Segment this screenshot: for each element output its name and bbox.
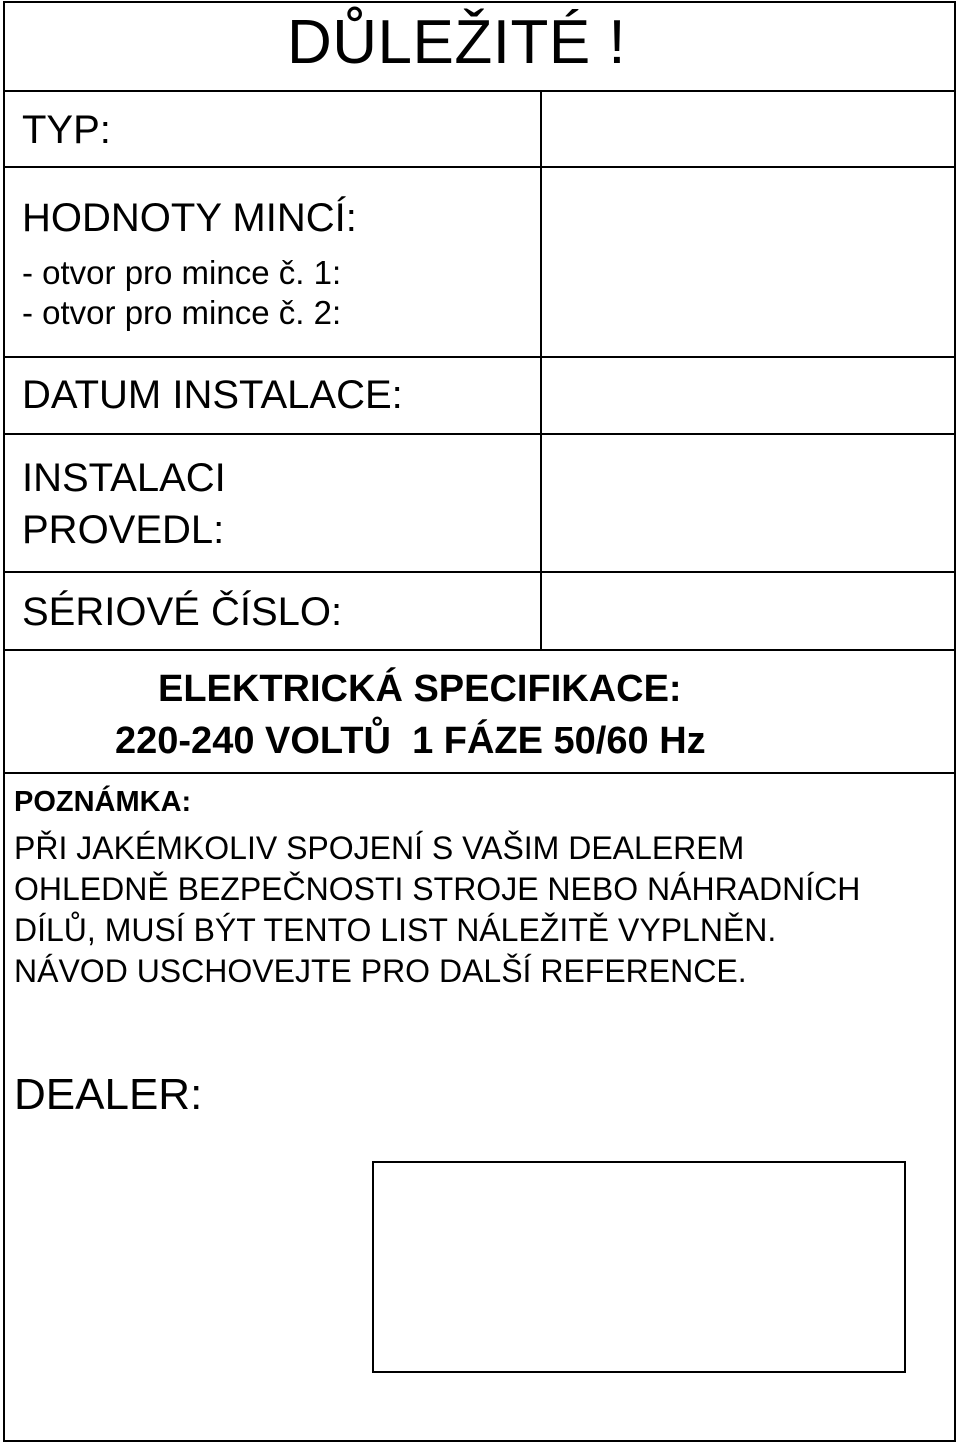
note-line: OHLEDNĚ BEZPEČNOSTI STROJE NEBO NÁHRADNÍCH xyxy=(14,871,861,907)
coin-slot-2-label: - otvor pro mince č. 2: xyxy=(22,294,342,331)
coin-values-label: HODNOTY MINCÍ: xyxy=(22,196,357,240)
serial-number-label: SÉRIOVÉ ČÍSLO: xyxy=(22,590,343,634)
divider-title xyxy=(3,90,956,92)
divider-type xyxy=(3,166,956,168)
installed-by-label-line1: INSTALACI xyxy=(22,456,226,500)
electrical-spec-heading: ELEKTRICKÁ SPECIFIKACE: xyxy=(158,668,682,710)
note-line: PŘI JAKÉMKOLIV SPOJENÍ S VAŠIM DEALEREM xyxy=(14,830,745,866)
page-title: DŮLEŽITÉ ! xyxy=(287,8,627,77)
installed-by-label-line2: PROVEDL: xyxy=(22,508,225,552)
dealer-label: DEALER: xyxy=(14,1070,203,1119)
type-label: TYP: xyxy=(22,108,111,152)
divider-electrical xyxy=(3,772,956,774)
dealer-stamp-box xyxy=(372,1161,906,1373)
install-date-label: DATUM INSTALACE: xyxy=(22,373,403,417)
divider-serial xyxy=(3,649,956,651)
divider-install-date xyxy=(3,433,956,435)
note-line: NÁVOD USCHOVEJTE PRO DALŠÍ REFERENCE. xyxy=(14,953,747,989)
electrical-spec-value: 220-240 VOLTŮ 1 FÁZE 50/60 Hz xyxy=(115,720,706,762)
coin-slot-1-label: - otvor pro mince č. 1: xyxy=(22,254,342,291)
divider-value-column xyxy=(540,90,542,650)
note-heading: POZNÁMKA: xyxy=(14,786,192,818)
note-line: DÍLŮ, MUSÍ BÝT TENTO LIST NÁLEŽITĚ VYPLNĚN. xyxy=(14,912,777,948)
divider-installed-by xyxy=(3,571,956,573)
divider-coins xyxy=(3,356,956,358)
